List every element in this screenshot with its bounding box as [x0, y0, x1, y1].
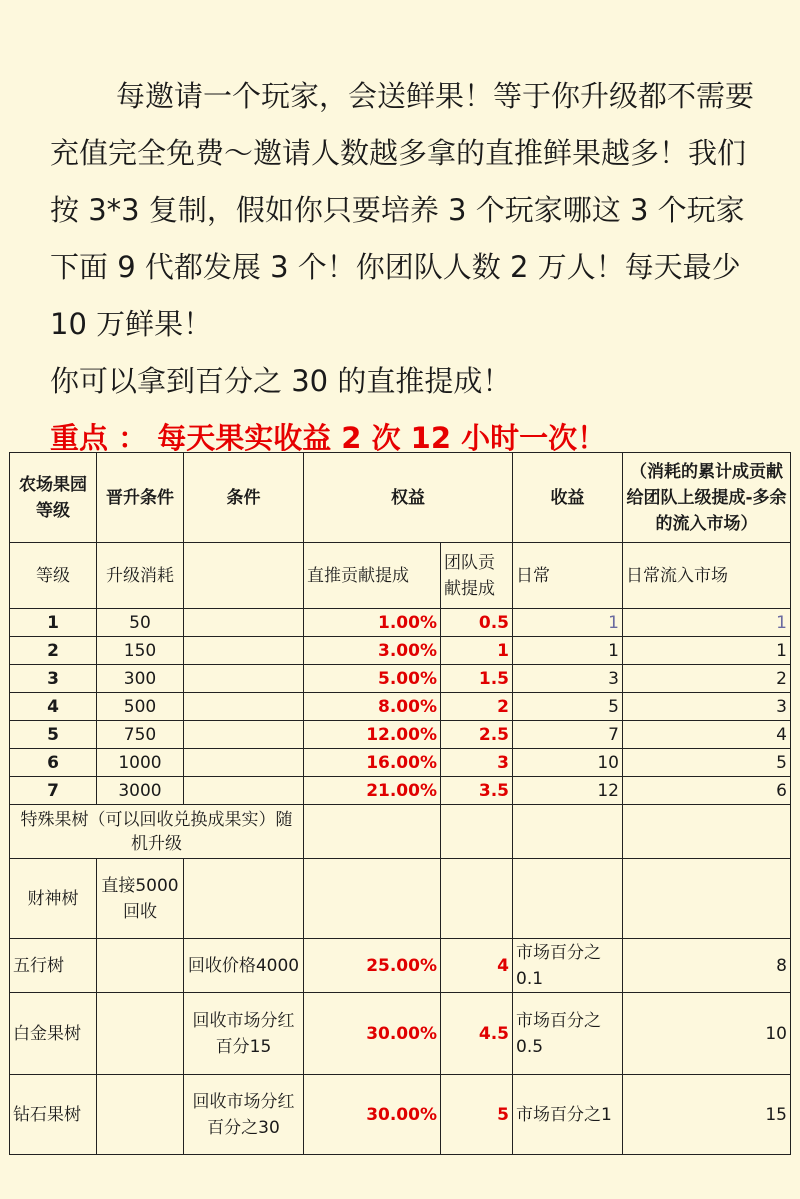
cost-cell: 1000	[97, 749, 184, 777]
table-row	[10, 609, 791, 637]
table-row	[10, 637, 791, 665]
cost-cell: 300	[97, 665, 184, 693]
direct-commission-cell: 30.00%	[304, 993, 441, 1075]
market-inflow-cell: 10	[623, 993, 791, 1075]
tree-name-cell: 白金果树	[10, 993, 97, 1075]
subheader-direct: 直推贡献提成	[304, 543, 441, 609]
direct-commission-cell: 1.00%	[304, 609, 441, 637]
intro-paragraph: 每邀请一个玩家，会送鲜果！等于你升级都不需要充值完全免费～邀请人数越多拿的直推鲜果越多！我们按 3*3 复制，假如你只要培养 3 个玩家哪这 3 个玩家下面 9 代都发展 3 个！你团队人数 2 万人！每天最少 10 万鲜果！	[50, 79, 755, 341]
caishen-name: 财神树	[10, 859, 97, 939]
empty-cell	[184, 637, 304, 665]
empty-cell	[184, 693, 304, 721]
subheader-market: 日常流入市场	[623, 543, 791, 609]
market-inflow-cell: 4	[623, 721, 791, 749]
special-title: 特殊果树（可以回收兑换成果实）随机升级	[10, 805, 304, 859]
header-income: 收益	[513, 453, 623, 543]
team-commission-cell: 3.5	[441, 777, 513, 805]
team-commission-cell: 5	[441, 1075, 513, 1155]
market-inflow-cell: 8	[623, 939, 791, 993]
direct-commission-cell: 12.00%	[304, 721, 441, 749]
daily-income-cell: 1	[513, 609, 623, 637]
level-cell: 4	[10, 693, 97, 721]
daily-income-cell: 10	[513, 749, 623, 777]
key-point-line: 重点 ： 每天果实收益 2 次 12 小时一次！	[50, 421, 607, 455]
market-inflow-cell: 2	[623, 665, 791, 693]
cost-cell: 500	[97, 693, 184, 721]
daily-income-cell: 5	[513, 693, 623, 721]
subheader-level: 等级	[10, 543, 97, 609]
empty-cell	[184, 721, 304, 749]
direct-commission-cell: 3.00%	[304, 637, 441, 665]
team-commission-cell: 4.5	[441, 993, 513, 1075]
special-title-row	[10, 805, 791, 859]
team-commission-cell: 1	[441, 637, 513, 665]
subheader-empty	[184, 543, 304, 609]
intro-text	[50, 68, 770, 467]
daily-income-cell: 市场百分之0.5	[513, 993, 623, 1075]
level-cell: 2	[10, 637, 97, 665]
header-note: （消耗的累计成贡献给团队上级提成-多余的流入市场）	[623, 453, 791, 543]
caishen-upgrade: 直接5000回收	[97, 859, 184, 939]
empty-cell	[97, 1075, 184, 1155]
empty-cell	[184, 777, 304, 805]
team-commission-cell: 2	[441, 693, 513, 721]
market-inflow-cell: 1	[623, 637, 791, 665]
header-condition: 条件	[184, 453, 304, 543]
level-cell: 7	[10, 777, 97, 805]
direct-commission-cell: 25.00%	[304, 939, 441, 993]
header-rights: 权益	[304, 453, 513, 543]
tree-name-cell: 五行树	[10, 939, 97, 993]
empty-cell	[441, 859, 513, 939]
tree-rows	[10, 939, 791, 1155]
empty-cell	[513, 859, 623, 939]
tree-row	[10, 1075, 791, 1155]
team-commission-cell: 1.5	[441, 665, 513, 693]
tree-condition-cell: 回收市场分红百分之30	[184, 1075, 304, 1155]
table-row	[10, 749, 791, 777]
table-row	[10, 777, 791, 805]
empty-cell	[304, 859, 441, 939]
tree-condition-cell: 回收市场分红百分15	[184, 993, 304, 1075]
daily-income-cell: 1	[513, 637, 623, 665]
daily-income-cell: 市场百分之0.1	[513, 939, 623, 993]
direct-commission-cell: 5.00%	[304, 665, 441, 693]
team-commission-cell: 2.5	[441, 721, 513, 749]
daily-income-cell: 3	[513, 665, 623, 693]
level-cell: 6	[10, 749, 97, 777]
empty-cell	[623, 859, 791, 939]
empty-cell	[513, 805, 623, 859]
direct-commission-cell: 30.00%	[304, 1075, 441, 1155]
daily-income-cell: 市场百分之1	[513, 1075, 623, 1155]
daily-income-cell: 12	[513, 777, 623, 805]
level-rows	[10, 609, 791, 805]
cost-cell: 3000	[97, 777, 184, 805]
level-cell: 1	[10, 609, 97, 637]
level-table	[9, 452, 791, 1155]
direct-commission-cell: 21.00%	[304, 777, 441, 805]
intro-commission-line: 你可以拿到百分之 30 的直推提成！	[50, 364, 512, 398]
team-commission-cell: 4	[441, 939, 513, 993]
empty-cell	[184, 665, 304, 693]
market-inflow-cell: 15	[623, 1075, 791, 1155]
header-upgrade: 晋升条件	[97, 453, 184, 543]
subheader-team: 团队贡献提成	[441, 543, 513, 609]
team-commission-cell: 3	[441, 749, 513, 777]
cost-cell: 750	[97, 721, 184, 749]
table-row	[10, 665, 791, 693]
empty-cell	[441, 805, 513, 859]
subheader-row	[10, 543, 791, 609]
market-inflow-cell: 5	[623, 749, 791, 777]
header-row	[10, 453, 791, 543]
level-cell: 5	[10, 721, 97, 749]
table-row	[10, 693, 791, 721]
tree-row	[10, 993, 791, 1075]
tree-row	[10, 939, 791, 993]
empty-cell	[184, 859, 304, 939]
tree-name-cell: 钻石果树	[10, 1075, 97, 1155]
cost-cell: 150	[97, 637, 184, 665]
market-inflow-cell: 1	[623, 609, 791, 637]
direct-commission-cell: 8.00%	[304, 693, 441, 721]
empty-cell	[623, 805, 791, 859]
subheader-daily: 日常	[513, 543, 623, 609]
header-level: 农场果园等级	[10, 453, 97, 543]
daily-income-cell: 7	[513, 721, 623, 749]
cost-cell: 50	[97, 609, 184, 637]
level-cell: 3	[10, 665, 97, 693]
team-commission-cell: 0.5	[441, 609, 513, 637]
tree-condition-cell: 回收价格4000	[184, 939, 304, 993]
empty-cell	[97, 939, 184, 993]
empty-cell	[304, 805, 441, 859]
empty-cell	[184, 609, 304, 637]
market-inflow-cell: 6	[623, 777, 791, 805]
caishen-row	[10, 859, 791, 939]
market-inflow-cell: 3	[623, 693, 791, 721]
table-row	[10, 721, 791, 749]
direct-commission-cell: 16.00%	[304, 749, 441, 777]
empty-cell	[184, 749, 304, 777]
subheader-cost: 升级消耗	[97, 543, 184, 609]
empty-cell	[97, 993, 184, 1075]
